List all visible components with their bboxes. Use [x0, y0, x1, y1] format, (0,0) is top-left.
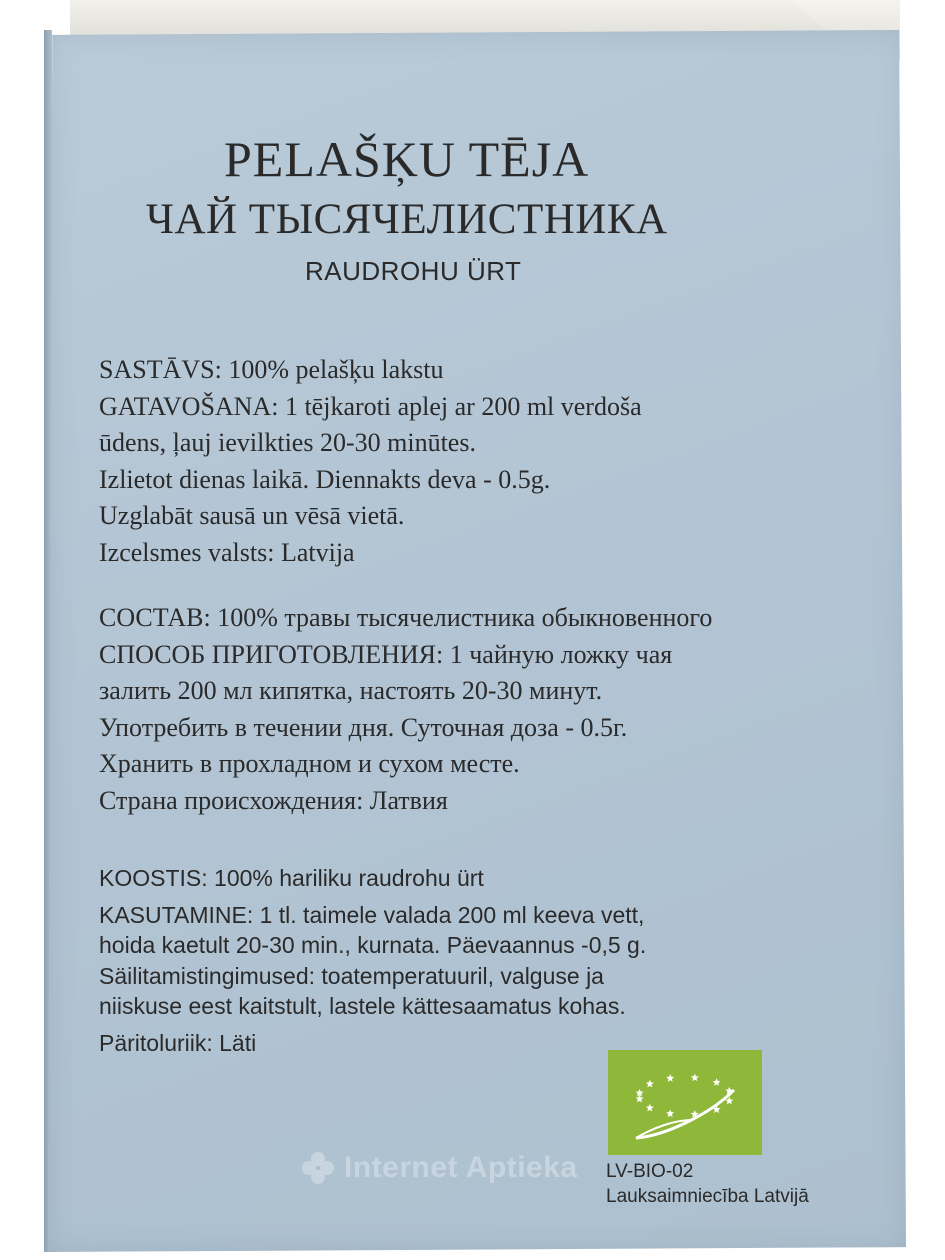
latvian-line: Izcelsmes valsts: Latvija — [99, 537, 355, 567]
latvian-line: Uzglabāt sausā un vēsā vietā. — [99, 501, 405, 530]
russian-description — [99, 600, 712, 819]
product-title-latvian: PELAŠĶU TĒJA — [224, 131, 590, 187]
eu-organic-leaf-icon — [608, 1050, 762, 1155]
latvian-line: ūdens, ļauj ievilkties 20-30 minūtes. — [99, 428, 476, 457]
estonian-line: niiskuse eest kaitstult, lastele kättesaamatus kohas. — [99, 993, 626, 1019]
organic-cert-code: LV-BIO-02 — [606, 1161, 694, 1182]
estonian-line: Säilitamistingimused: toatemperatuuril, valguse ja — [99, 962, 604, 989]
watermark — [300, 1150, 578, 1186]
russian-line: Хранить в прохладном и сухом месте. — [99, 749, 520, 778]
certification-info — [606, 1159, 809, 1209]
latvian-description — [99, 352, 642, 571]
estonian-line: KOOSTIS: 100% hariliku raudrohu ürt — [99, 865, 484, 891]
russian-line: залить 200 мл кипятка, настоять 20-30 минут. — [99, 676, 603, 705]
product-title-estonian: RAUDROHU ÜRT — [305, 256, 522, 286]
russian-line: СПОСОБ ПРИГОТОВЛЕНИЯ: 1 чайную ложку чая — [99, 639, 673, 669]
organic-cert-origin: Lauksaimniecība Latvijā — [606, 1186, 809, 1207]
russian-line: Страна происхождения: Латвия — [99, 785, 448, 815]
pharmacy-cross-icon — [300, 1150, 336, 1186]
russian-line: Употребить в течении дня. Суточная доза - 0.5г. — [99, 712, 628, 742]
watermark-text: Internet Aptieka — [344, 1151, 578, 1184]
latvian-line: GATAVOŠANA: 1 tējkaroti aplej ar 200 ml verdoša — [99, 391, 642, 421]
estonian-line: Päritoluriik: Läti — [99, 1029, 257, 1056]
latvian-line: SASTĀVS: 100% pelašķu lakstu — [99, 355, 444, 384]
russian-line: СОСТАВ: 100% травы тысячелистника обыкновенного — [99, 603, 713, 632]
estonian-line: hoida kaetult 20-30 min., kurnata. Päevaannus -0,5 g. — [99, 932, 647, 958]
estonian-description — [99, 863, 646, 1058]
product-title-russian: ЧАЙ ТЫСЯЧЕЛИСТНИКА — [146, 196, 668, 243]
latvian-line: Izlietot dienas laikā. Diennakts deva - 0.5g. — [99, 464, 551, 494]
estonian-line: KASUTAMINE: 1 tl. taimele valada 200 ml keeva vett, — [99, 901, 645, 928]
